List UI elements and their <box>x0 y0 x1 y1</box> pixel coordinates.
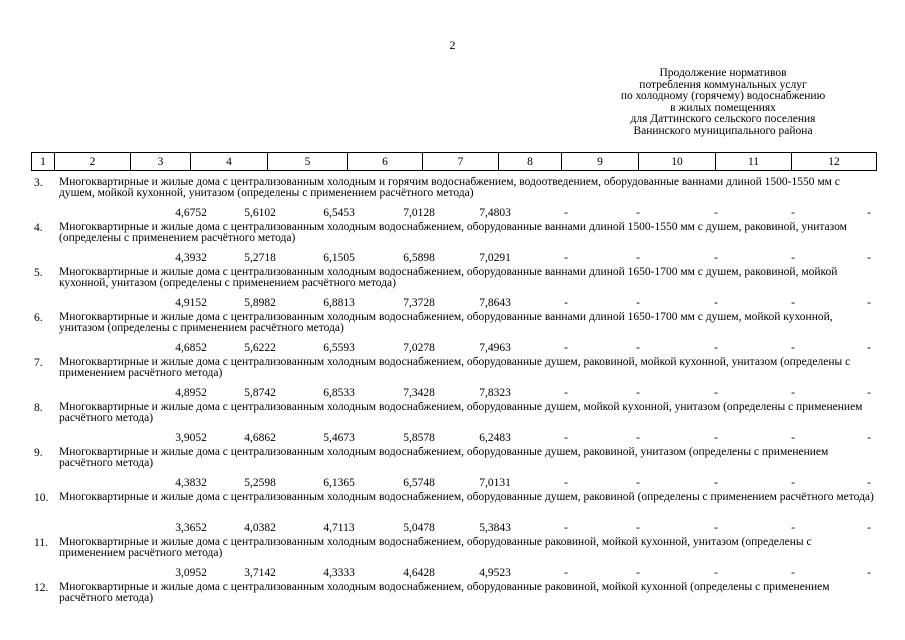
value-cell: 5,6222 <box>244 342 276 354</box>
row-values <box>31 252 876 264</box>
value-cell: - <box>564 207 568 219</box>
value-cell: - <box>867 387 871 399</box>
value-cell: - <box>636 342 640 354</box>
value-cell: - <box>791 207 795 219</box>
value-cell: 5,8578 <box>403 432 435 444</box>
value-cell: - <box>714 567 718 579</box>
value-cell: 7,0278 <box>403 342 435 354</box>
value-cell: - <box>791 432 795 444</box>
value-cell: 7,8643 <box>479 297 511 309</box>
row-description: Многоквартирные и жилые дома с централизованным холодным водоснабжением, оборудованные раковиной, мойкой кухонной (определены с применением расчётного метода) <box>59 581 830 604</box>
row-description: Многоквартирные и жилые дома с централизованным холодным и горячим водоснабжением, водоотведением, оборудованные ваннами длиной 1500-1550 мм с душем, мойкой кухонной, унитазом (определены с применением расчётного метода) <box>59 176 840 199</box>
value-cell: 4,8952 <box>175 387 207 399</box>
value-cell: 7,3728 <box>403 297 435 309</box>
value-cell: - <box>791 252 795 264</box>
value-cell: - <box>867 432 871 444</box>
value-cell: 6,5593 <box>323 342 355 354</box>
value-cell: - <box>564 432 568 444</box>
column-header: 5 <box>268 153 348 171</box>
norm-row <box>31 536 876 581</box>
row-index: 9. <box>34 447 43 459</box>
row-description: Многоквартирные и жилые дома с централизованным холодным водоснабжением, оборудованные ваннами длиной 1650-1700 мм с душем, раковиной, мойкой кухонной, унитазом (определены с применением расчётного метода) <box>59 266 838 289</box>
value-cell: - <box>564 297 568 309</box>
norms-list <box>31 176 876 626</box>
value-cell: 5,2718 <box>244 252 276 264</box>
value-cell: 6,5748 <box>403 477 435 489</box>
row-values <box>31 297 876 309</box>
value-cell: - <box>867 342 871 354</box>
value-cell: - <box>867 522 871 534</box>
value-cell: - <box>564 477 568 489</box>
value-cell: 6,5453 <box>323 207 355 219</box>
value-cell: - <box>564 522 568 534</box>
column-header: 9 <box>562 153 639 171</box>
value-cell: 3,3652 <box>175 522 207 534</box>
header-line: для Даттинского сельского поселения <box>630 113 816 126</box>
value-cell: 4,7113 <box>323 522 355 534</box>
value-cell: 4,3333 <box>323 567 355 579</box>
value-cell: 4,3932 <box>175 252 207 264</box>
value-cell: 7,4963 <box>479 342 511 354</box>
value-cell: - <box>714 252 718 264</box>
value-cell: - <box>791 387 795 399</box>
row-description: Многоквартирные и жилые дома с централизованным холодным водоснабжением, оборудованные раковиной, мойкой кухонной, унитазом (определены с применением расчётного метода) <box>59 536 812 559</box>
value-cell: - <box>714 477 718 489</box>
value-cell: - <box>791 477 795 489</box>
value-cell: 3,9052 <box>175 432 207 444</box>
column-header: 4 <box>191 153 268 171</box>
value-cell: 4,6752 <box>175 207 207 219</box>
value-cell: - <box>636 252 640 264</box>
value-cell: - <box>636 432 640 444</box>
value-cell: - <box>564 567 568 579</box>
row-description: Многоквартирные и жилые дома с централизованным холодным водоснабжением, оборудованные душем, раковиной, унитазом (определены с применением расчётного метода) <box>59 446 829 469</box>
norm-row <box>31 266 876 311</box>
value-cell: - <box>867 567 871 579</box>
column-header: 11 <box>716 153 792 171</box>
row-index: 5. <box>34 267 43 279</box>
row-values <box>31 387 876 399</box>
value-cell: - <box>714 342 718 354</box>
header-line: в жилых помещениях <box>670 101 776 114</box>
value-cell: - <box>867 252 871 264</box>
norm-row <box>31 446 876 491</box>
value-cell: 3,7142 <box>244 567 276 579</box>
row-values <box>31 207 876 219</box>
value-cell: 6,8533 <box>323 387 355 399</box>
norm-row <box>31 221 876 266</box>
row-index: 7. <box>34 357 43 369</box>
column-header: 3 <box>131 153 191 171</box>
value-cell: - <box>714 522 718 534</box>
column-header: 8 <box>499 153 562 171</box>
page-number: 2 <box>449 38 456 52</box>
value-cell: 6,5898 <box>403 252 435 264</box>
value-cell: 4,6428 <box>403 567 435 579</box>
header-line: Ванинского муниципального района <box>633 124 813 137</box>
value-cell: - <box>867 297 871 309</box>
row-values <box>31 522 876 534</box>
value-cell: - <box>714 207 718 219</box>
norm-row <box>31 176 876 221</box>
value-cell: 3,0952 <box>175 567 207 579</box>
value-cell: - <box>636 522 640 534</box>
value-cell: 6,8813 <box>323 297 355 309</box>
column-header: 10 <box>639 153 716 171</box>
header-line: Продолжение нормативов <box>659 67 787 79</box>
norm-row <box>31 581 876 626</box>
column-number-row <box>31 152 877 171</box>
row-values <box>31 342 876 354</box>
norm-row <box>31 491 876 536</box>
value-cell: 6,2483 <box>479 432 511 444</box>
value-cell: - <box>636 207 640 219</box>
value-cell: 4,0382 <box>244 522 276 534</box>
value-cell: 4,6862 <box>244 432 276 444</box>
value-cell: 7,0291 <box>479 252 511 264</box>
row-description: Многоквартирные и жилые дома с централизованным холодным водоснабжением, оборудованные душем, раковиной, мойкой кухонной, унитазом (определены с применением расчётного метода) <box>59 356 851 379</box>
value-cell: - <box>564 342 568 354</box>
value-cell: 5,0478 <box>403 522 435 534</box>
value-cell: 5,8742 <box>244 387 276 399</box>
value-cell: 6,1505 <box>323 252 355 264</box>
norm-row <box>31 311 876 356</box>
value-cell: - <box>714 297 718 309</box>
row-values <box>31 567 876 579</box>
value-cell: 5,2598 <box>244 477 276 489</box>
value-cell: 7,3428 <box>403 387 435 399</box>
row-description: Многоквартирные и жилые дома с централизованным холодным водоснабжением, оборудованные душем, раковиной (определены с применением расчётного метода) <box>59 491 874 503</box>
value-cell: - <box>636 297 640 309</box>
row-index: 6. <box>34 312 43 324</box>
row-index: 11. <box>34 537 48 549</box>
value-cell: 4,9152 <box>175 297 207 309</box>
column-header: 1 <box>32 153 55 171</box>
value-cell: - <box>636 477 640 489</box>
norm-row <box>31 356 876 401</box>
row-values <box>31 432 876 444</box>
value-cell: - <box>564 252 568 264</box>
value-cell: 5,6102 <box>244 207 276 219</box>
column-header: 2 <box>55 153 131 171</box>
row-values <box>31 477 876 489</box>
row-index: 3. <box>34 177 43 189</box>
norm-row <box>31 401 876 446</box>
value-cell: 7,4803 <box>479 207 511 219</box>
value-cell: 5,8982 <box>244 297 276 309</box>
row-index: 12. <box>34 582 49 594</box>
column-header: 12 <box>792 153 877 171</box>
row-description: Многоквартирные и жилые дома с централизованным холодным водоснабжением, оборудованные душем, мойкой кухонной, унитазом (определены с применением расчётного метода) <box>59 401 863 424</box>
value-cell: - <box>714 387 718 399</box>
row-index: 4. <box>34 222 43 234</box>
value-cell: 7,8323 <box>479 387 511 399</box>
header-line: по холодному (горячему) водоснабжению <box>620 90 826 103</box>
value-cell: 5,3843 <box>479 522 511 534</box>
value-cell: 5,4673 <box>323 432 355 444</box>
column-header: 6 <box>348 153 423 171</box>
value-cell: - <box>791 567 795 579</box>
value-cell: - <box>636 567 640 579</box>
value-cell: 4,3832 <box>175 477 207 489</box>
row-index: 10. <box>34 492 49 504</box>
value-cell: - <box>791 522 795 534</box>
row-index: 8. <box>34 402 43 414</box>
value-cell: - <box>791 297 795 309</box>
row-description: Многоквартирные и жилые дома с централизованным холодным водоснабжением, оборудованные ваннами длиной 1650-1700 мм с душем, мойкой кухонной, унитазом (определены с применением расчётного метода) <box>59 311 833 334</box>
value-cell: 4,9523 <box>479 567 511 579</box>
value-cell: 7,0128 <box>403 207 435 219</box>
row-description: Многоквартирные и жилые дома с централизованным холодным водоснабжением, оборудованные ваннами длиной 1500-1550 мм с душем, раковиной, унитазом (определены с применением расчётного метода) <box>59 221 847 244</box>
value-cell: - <box>564 387 568 399</box>
value-cell: 7,0131 <box>479 477 511 489</box>
value-cell: - <box>636 387 640 399</box>
value-cell: - <box>791 342 795 354</box>
value-cell: 4,6852 <box>175 342 207 354</box>
document-header <box>573 68 873 138</box>
header-line: потребления коммунальных услуг <box>639 78 807 91</box>
value-cell: - <box>867 207 871 219</box>
value-cell: - <box>714 432 718 444</box>
value-cell: 6,1365 <box>323 477 355 489</box>
value-cell: - <box>867 477 871 489</box>
column-header: 7 <box>423 153 499 171</box>
